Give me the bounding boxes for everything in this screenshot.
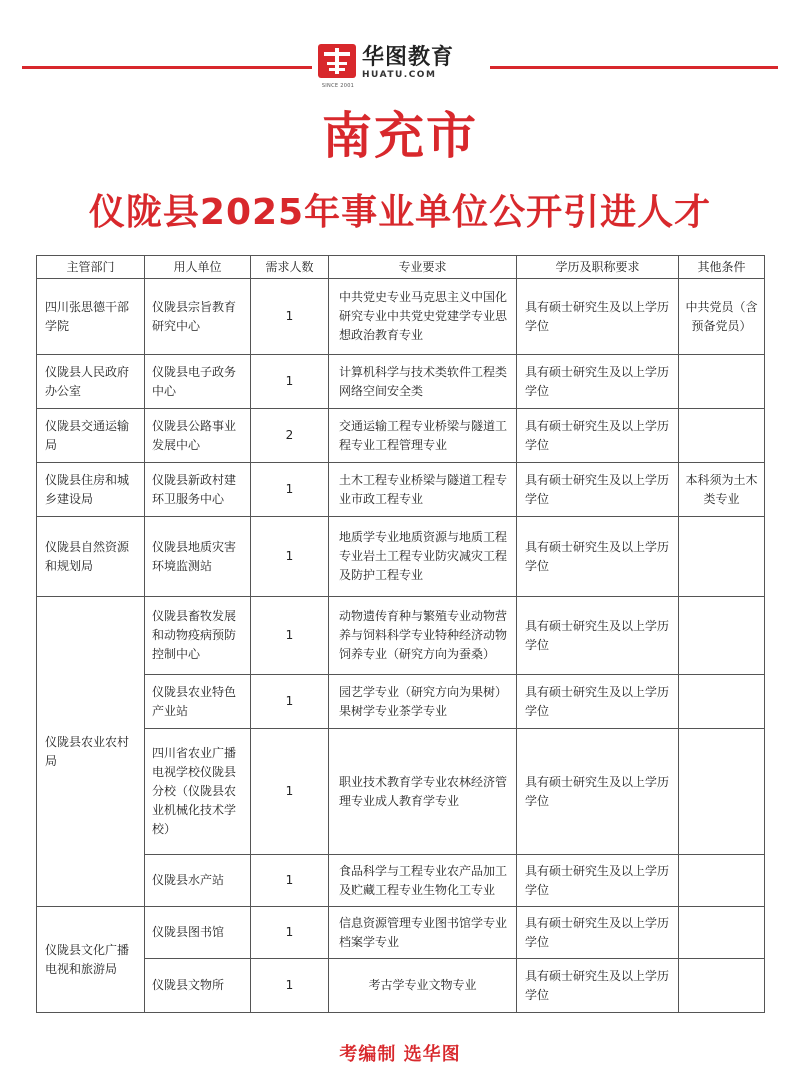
cell-major: 计算机科学与技术类软件工程类网络空间安全类 (329, 355, 517, 409)
table-row (37, 729, 765, 855)
cell-dept: 仪陇县文化广播电视和旅游局 (37, 907, 145, 1013)
cell-major: 中共党史专业马克思主义中国化研究专业中共党史党建学专业思想政治教育专业 (329, 279, 517, 355)
cell-unit: 仪陇县水产站 (145, 855, 251, 907)
cell-dept: 四川张思德干部学院 (37, 279, 145, 355)
cell-unit: 仪陇县新政村建环卫服务中心 (145, 463, 251, 517)
cell-edu: 具有硕士研究生及以上学历学位 (517, 463, 679, 517)
cell-count: 1 (251, 355, 329, 409)
cell-dept: 仪陇县交通运输局 (37, 409, 145, 463)
logo-name-en: HUATU.COM (362, 69, 437, 80)
cell-unit: 仪陇县宗旨教育研究中心 (145, 279, 251, 355)
cell-major: 食品科学与工程专业农产品加工及贮藏工程专业生物化工专业 (329, 855, 517, 907)
table-row (37, 907, 765, 959)
cell-dept: 仪陇县农业农村局 (37, 597, 145, 907)
header-rule-left (22, 66, 312, 69)
page-title: 南充市 (322, 107, 478, 165)
cell-major: 交通运输工程专业桥梁与隧道工程专业工程管理专业 (329, 409, 517, 463)
cell-edu: 具有硕士研究生及以上学历学位 (517, 855, 679, 907)
page-subtitle: 仪陇县2025年事业单位公开引进人才 (88, 192, 712, 233)
table-row (37, 355, 765, 409)
logo-since: SINCE 2001 (321, 83, 355, 89)
cell-unit: 仪陇县地质灾害环境监测站 (145, 517, 251, 597)
huatu-logo (318, 40, 488, 89)
table-row (37, 463, 765, 517)
cell-count: 2 (251, 409, 329, 463)
cell-major: 考古学专业文物专业 (329, 959, 517, 1013)
huatu-logo-icon (318, 44, 356, 89)
table-row (37, 409, 765, 463)
cell-count: 1 (251, 279, 329, 355)
table-header-row (37, 256, 765, 279)
cell-edu: 具有硕士研究生及以上学历学位 (517, 517, 679, 597)
cell-count: 1 (251, 675, 329, 729)
cell-count: 1 (251, 729, 329, 855)
footer-slogan: 考编制 选华图 (339, 1044, 461, 1065)
cell-count: 1 (251, 463, 329, 517)
table-row (37, 675, 765, 729)
cell-edu: 具有硕士研究生及以上学历学位 (517, 409, 679, 463)
col-header-major: 专业要求 (329, 256, 517, 279)
cell-dept: 仪陇县自然资源和规划局 (37, 517, 145, 597)
cell-other (679, 355, 765, 409)
cell-other (679, 729, 765, 855)
cell-unit: 仪陇县电子政务中心 (145, 355, 251, 409)
cell-edu: 具有硕士研究生及以上学历学位 (517, 675, 679, 729)
col-header-other: 其他条件 (679, 256, 765, 279)
header-rule-right (490, 66, 778, 69)
col-header-unit: 用人单位 (145, 256, 251, 279)
cell-unit: 仪陇县文物所 (145, 959, 251, 1013)
cell-unit: 四川省农业广播电视学校仪陇县分校（仪陇县农业机械化技术学校） (145, 729, 251, 855)
cell-other (679, 675, 765, 729)
cell-count: 1 (251, 855, 329, 907)
cell-other: 中共党员（含预备党员） (679, 279, 765, 355)
cell-major: 园艺学专业（研究方向为果树）果树学专业茶学专业 (329, 675, 517, 729)
cell-other (679, 517, 765, 597)
cell-edu: 具有硕士研究生及以上学历学位 (517, 597, 679, 675)
cell-other (679, 855, 765, 907)
cell-edu: 具有硕士研究生及以上学历学位 (517, 355, 679, 409)
cell-other (679, 907, 765, 959)
col-header-count: 需求人数 (251, 256, 329, 279)
cell-edu: 具有硕士研究生及以上学历学位 (517, 279, 679, 355)
cell-major: 职业技术教育学专业农林经济管理专业成人教育学专业 (329, 729, 517, 855)
cell-major: 土木工程专业桥梁与隧道工程专业市政工程专业 (329, 463, 517, 517)
cell-unit: 仪陇县畜牧发展和动物疫病预防控制中心 (145, 597, 251, 675)
cell-other (679, 597, 765, 675)
cell-count: 1 (251, 907, 329, 959)
cell-other (679, 959, 765, 1013)
cell-edu: 具有硕士研究生及以上学历学位 (517, 729, 679, 855)
table-row (37, 597, 765, 675)
cell-edu: 具有硕士研究生及以上学历学位 (517, 907, 679, 959)
col-header-edu: 学历及职称要求 (517, 256, 679, 279)
cell-unit: 仪陇县公路事业发展中心 (145, 409, 251, 463)
table-row (37, 279, 765, 355)
table-row (37, 517, 765, 597)
cell-count: 1 (251, 517, 329, 597)
recruitment-table (36, 255, 765, 1013)
cell-dept: 仪陇县住房和城乡建设局 (37, 463, 145, 517)
cell-major: 信息资源管理专业图书馆学专业档案学专业 (329, 907, 517, 959)
col-header-dept: 主管部门 (37, 256, 145, 279)
cell-major: 动物遗传育种与繁殖专业动物营养与饲料科学专业特种经济动物饲养专业（研究方向为蚕桑） (329, 597, 517, 675)
cell-dept: 仪陇县人民政府办公室 (37, 355, 145, 409)
cell-unit: 仪陇县农业特色产业站 (145, 675, 251, 729)
table-row (37, 959, 765, 1013)
cell-other: 本科须为土木类专业 (679, 463, 765, 517)
cell-count: 1 (251, 597, 329, 675)
logo-name-cn: 华图教育 (362, 44, 455, 70)
cell-count: 1 (251, 959, 329, 1013)
cell-edu: 具有硕士研究生及以上学历学位 (517, 959, 679, 1013)
table-row (37, 855, 765, 907)
cell-other (679, 409, 765, 463)
cell-major: 地质学专业地质资源与地质工程专业岩土工程专业防灾减灾工程及防护工程专业 (329, 517, 517, 597)
cell-unit: 仪陇县图书馆 (145, 907, 251, 959)
